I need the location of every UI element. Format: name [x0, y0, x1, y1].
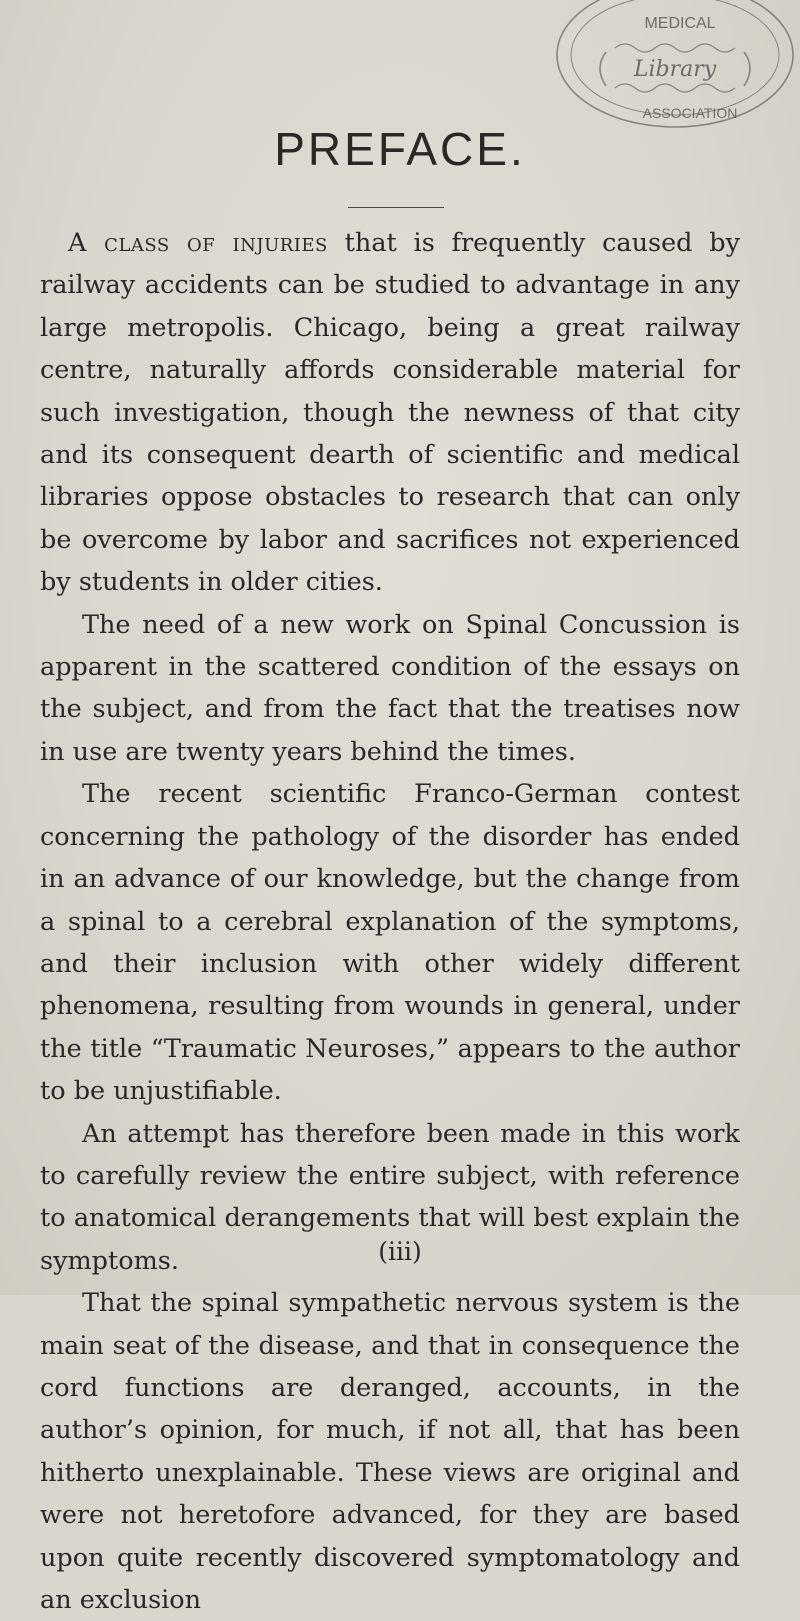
preface-body: [40, 222, 740, 1621]
paragraph-text: that is frequently caused by railway accidents can be studied to advantage in any large metropolis. Chicago, being a great railway centre, naturally affords considerable material for such investigation, though the newness of that city and its consequent dearth of scientific and medical libraries oppose obstacles to research that can only be overcome by labor and sacrifices not experienced by students in older cities.: [40, 228, 740, 598]
paragraph-4: An attempt has therefore been made in this work to carefully review the entire subject, with reference to anatomical derangements that will best explain the symptoms.: [40, 1118, 740, 1276]
title-divider: [348, 207, 444, 208]
library-stamp: [540, 0, 800, 140]
page-title: PREFACE.: [274, 123, 526, 175]
paragraph-1: [40, 222, 740, 604]
stamp-top-text: MEDICAL: [644, 15, 716, 32]
stamp-bottom-text: ASSOCIATION: [642, 105, 738, 121]
paragraph-lead: A class of injuries: [68, 228, 328, 258]
page-number: (iii): [378, 1237, 422, 1266]
paragraph-5: That the spinal sympathetic nervous system is the main seat of the disease, and that in consequence the cord functions are deranged, accounts, in the author’s opinion, for much, if not all, that has been hitherto unexplainable. These views are original and were not heretofore advanced, for they are based upon quite recently discovered symptomatology and an exclusion: [40, 1288, 740, 1615]
paragraph-3: The recent scientific Franco-German contest concerning the pathology of the disorder has ended in an advance of our knowledge, but the change from a spinal to a cerebral explanation of the symptoms, and their inclusion with other widely different phenomena, resulting from wounds in general, under the title “Traumatic Neuroses,” appears to the author to be unjustifiable.: [40, 779, 740, 1107]
paragraph-2: The need of a new work on Spinal Concussion is apparent in the scattered condition of the essays on the subject, and from the fact that the treatises now in use are twenty years behind the times.: [40, 609, 740, 767]
stamp-center-text: Library: [633, 57, 717, 82]
